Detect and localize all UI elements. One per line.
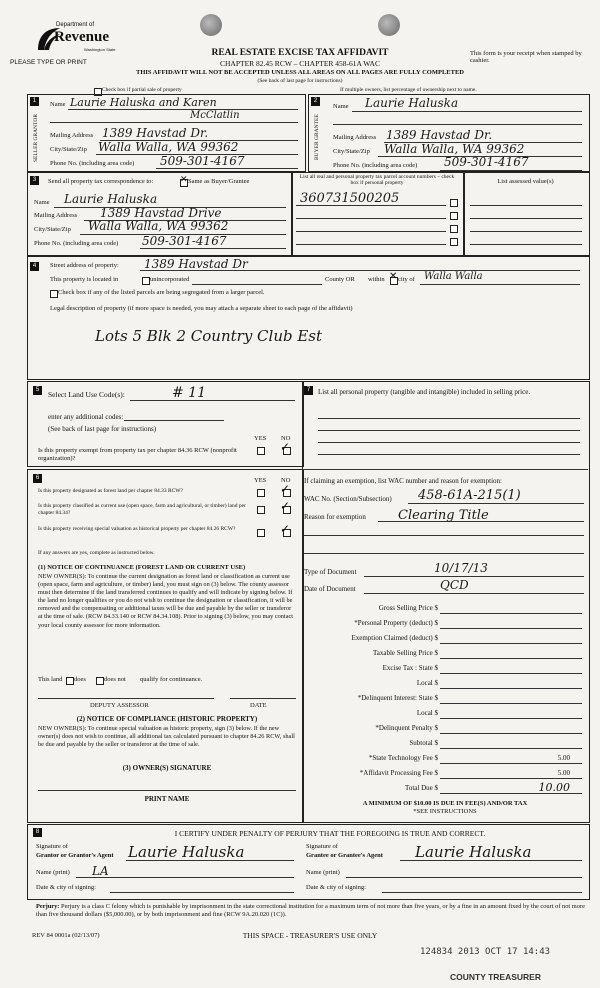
- amount-row: [302, 706, 588, 721]
- amount-value[interactable]: 10.00: [538, 781, 570, 794]
- buyer-city[interactable]: Walla Walla, WA 99362: [384, 142, 525, 156]
- section-1-number: 1: [30, 97, 39, 106]
- street-address[interactable]: 1389 Havstad Dr: [144, 257, 248, 271]
- seller-city-label: City/State/Zip: [50, 146, 87, 153]
- amount-row: [302, 766, 588, 781]
- grantee-signature[interactable]: Laurie Haluska: [415, 843, 532, 861]
- county-treasurer-label: COUNTY TREASURER: [450, 972, 541, 982]
- punch-hole-left: [200, 14, 222, 36]
- does-checkbox[interactable]: [66, 677, 74, 685]
- notice-continuance-title: (1) NOTICE OF CONTINUANCE (FOREST LAND OR CURRENT USE): [38, 564, 246, 571]
- grantee-date-city-label: Date & city of signing:: [306, 884, 366, 891]
- grantee-sig-label2: Grantee or Grantee's Agent: [306, 852, 383, 859]
- amount-label: *Personal Property (deduct) $: [354, 619, 438, 627]
- segregated-checkbox[interactable]: [50, 290, 58, 298]
- historic-no-check-mark: ✓: [280, 522, 291, 536]
- grantor-signature[interactable]: Laurie Haluska: [128, 843, 245, 861]
- seller-phone-label: Phone No. (including area code): [50, 160, 135, 167]
- treasurer-stamp: 124834 2013 OCT 17 14:43: [420, 947, 551, 957]
- amount-label: *Affidavit Processing Fee $: [359, 769, 438, 777]
- land-use-label: Select Land Use Code(s):: [48, 390, 125, 399]
- receipt-note: This form is your receipt when stamped by cashier.: [470, 50, 582, 64]
- amount-label: Exemption Claimed (deduct) $: [351, 634, 438, 642]
- amount-row: [302, 661, 588, 676]
- legal-label: Legal description of property (if more space is needed, you may attach a separate sheet to each page of the affidavit): [50, 305, 353, 312]
- dept-line1: Department of: [56, 22, 95, 28]
- doc-date-value[interactable]: QCD: [440, 578, 469, 592]
- seller-side-label: SELLER GRANTOR: [33, 113, 39, 162]
- does-not-checkbox[interactable]: [96, 677, 104, 685]
- form-see-back: (See back of last page for instructions): [257, 78, 343, 84]
- grantee-sig-label1: Signature of: [306, 843, 338, 850]
- exemption-reason[interactable]: Clearing Title: [398, 508, 489, 523]
- partial-sale-label: Check box if partial sale of property: [102, 87, 182, 93]
- amount-label: Local $: [416, 679, 438, 687]
- forest-no-check-mark: ✓: [280, 482, 291, 496]
- if-yes-note: If any answers are yes, complete as instructed below.: [38, 550, 155, 556]
- rev-number: REV 84 0001a (02/13/07): [32, 932, 100, 939]
- doc-date-label: Date of Document: [304, 585, 356, 593]
- corr-name[interactable]: Laurie Haluska: [64, 192, 158, 206]
- city-check-mark: ✕: [389, 271, 398, 282]
- corr-name-label: Name: [34, 199, 50, 206]
- dept-state: Washington State: [84, 47, 116, 52]
- section-7-number: 7: [304, 386, 313, 395]
- please-type: PLEASE TYPE OR PRINT: [10, 59, 87, 66]
- parcel-number[interactable]: 360731500205: [300, 191, 400, 206]
- wac-label: WAC No. (Section/Subsection): [304, 495, 392, 503]
- current-use-question: Is this property classified as current use (open space, farm and agricultural, or timber) land per chapter 84.34?: [38, 503, 246, 516]
- property-section: [27, 256, 590, 380]
- city-of-label: city of: [398, 276, 415, 283]
- notice-continuance-text: NEW OWNER(S): To continue the current designation as forest land or classification as current use (open space, farm and agriculture, or timber) land, you must sign on (3) below. The county assessor must then determine if the land transferred continues to qualify and will indicate by signing below. If the land no longer qualifies or you do not wish to continue the designation or classification, it will be removed and the compensating or additional taxes will be due and payable by the seller or transferor at the time of sale. (RCW 84.33.140 or RCW 84.34.108). Prior to signing (3) below, you may contact your local county assessor for more information.: [38, 573, 294, 629]
- buyer-name[interactable]: Laurie Haluska: [365, 96, 459, 110]
- seller-name2[interactable]: McClatlin: [190, 110, 240, 121]
- exempt-question: Is this property exempt from property tax per chapter 84.36 RCW (nonprofit organization)?: [38, 447, 237, 462]
- buyer-name-label: Name: [333, 103, 349, 110]
- perjury-label: Perjury:: [36, 903, 60, 910]
- this-land-label: This land: [38, 676, 63, 683]
- parcel-2-checkbox[interactable]: [450, 212, 458, 220]
- amount-label: Total Due $: [405, 784, 438, 792]
- grantee-print-label: Name (print): [306, 869, 340, 876]
- amount-row: [302, 631, 588, 646]
- amount-label: Local $: [416, 709, 438, 717]
- wac-number[interactable]: 458-61A-215(1): [418, 488, 521, 503]
- parcel-3-checkbox[interactable]: [450, 225, 458, 233]
- grantor-sig-label2: Grantor or Grantor's Agent: [36, 852, 114, 859]
- legal-description[interactable]: Lots 5 Blk 2 Country Club Est: [95, 327, 323, 345]
- amount-row: [302, 781, 588, 796]
- street-label: Street address of property:: [50, 262, 119, 269]
- amount-row: [302, 691, 588, 706]
- no-header-6: NO: [281, 477, 291, 484]
- corr-address-label: Mailing Address: [34, 212, 78, 219]
- historic-yes-checkbox[interactable]: [257, 529, 265, 537]
- grantor-print-label: Name (print): [36, 869, 70, 876]
- parcel-4-checkbox[interactable]: [450, 238, 458, 246]
- amount-value[interactable]: 5.00: [557, 754, 570, 762]
- qualify-label: qualify for continuance.: [140, 676, 203, 683]
- within-label: within: [368, 276, 385, 283]
- no-header-5: NO: [281, 435, 291, 442]
- amount-row: [302, 721, 588, 736]
- exemption-label: If claiming an exemption, list WAC number and reason for exemption:: [304, 477, 502, 485]
- amount-row: [302, 646, 588, 661]
- seller-city[interactable]: Walla Walla, WA 99362: [98, 140, 239, 154]
- buyer-address-label: Mailing Address: [333, 134, 377, 141]
- grantor-sig-label1: Signature of: [36, 843, 68, 850]
- amount-label: *State Technology Fee $: [368, 754, 438, 762]
- amount-row: [302, 676, 588, 691]
- buyer-phone-label: Phone No. (including area code): [333, 162, 418, 169]
- perjury-text: Perjury is a class C felony which is punishable by imprisonment in the state correctional institution for a maximum term of not more than five years, or by a fine in an amount fixed by the court of not more than five thousand dollars ($5,000.00), or by both imprisonment and fine (RCW 9A.20.020 (1C)).: [36, 903, 585, 918]
- perjury-statement: [36, 903, 586, 919]
- form-title: REAL ESTATE EXCISE TAX AFFIDAVIT: [211, 48, 389, 58]
- notice-compliance-title: (2) NOTICE OF COMPLIANCE (HISTORIC PROPERTY): [76, 715, 258, 723]
- located-label: This property is located in: [50, 276, 119, 283]
- buyer-phone[interactable]: 509-301-4167: [444, 155, 529, 169]
- segregated-label: Check box if any of the listed parcels are being segregated from a larger parcel.: [58, 289, 265, 296]
- seller-name-label: Name: [50, 101, 66, 108]
- deputy-assessor-label: DEPUTY ASSESSOR: [90, 702, 149, 709]
- same-as-buyer-label: Same as Buyer/Grantee: [188, 178, 250, 185]
- seller-phone[interactable]: 509-301-4167: [160, 154, 245, 168]
- section-3-number: 3: [30, 176, 39, 185]
- doc-type-label: Type of Document: [304, 568, 357, 576]
- buyer-address[interactable]: 1389 Havstad Dr.: [386, 128, 493, 142]
- grantor-print-name[interactable]: LA: [92, 864, 109, 878]
- certify-statement: I CERTIFY UNDER PENALTY OF PERJURY THAT THE FOREGOING IS TRUE AND CORRECT.: [174, 829, 486, 838]
- punch-hole-right: [378, 14, 400, 36]
- minimum-note: A MINIMUM OF $10.00 IS DUE IN FEE(S) AND/OR TAX: [362, 800, 528, 807]
- personal-property-label: List all personal property (tangible and intangible) included in selling price.: [318, 388, 531, 396]
- corr-city[interactable]: Walla Walla, WA 99362: [88, 219, 229, 233]
- current-use-no-check-mark: ✓: [280, 499, 291, 513]
- form-warning: THIS AFFIDAVIT WILL NOT BE ACCEPTED UNLESS ALL AREAS ON ALL PAGES ARE FULLY COMPLETED: [136, 69, 464, 76]
- land-use-code[interactable]: # 11: [172, 385, 206, 401]
- land-use-see-back: (See back of last page for instructions): [48, 425, 157, 433]
- unincorporated-checkbox[interactable]: [142, 277, 150, 285]
- print-name-label: PRINT NAME: [144, 795, 190, 803]
- seller-address[interactable]: 1389 Havstad Dr.: [102, 126, 209, 140]
- parcel-header: List all real and personal property tax parcel account numbers – check box if personal property: [299, 174, 455, 186]
- additional-codes-label: enter any additional codes:: [48, 413, 124, 421]
- section-5-number: 5: [33, 386, 42, 395]
- amount-row: [302, 616, 588, 631]
- forest-question: Is this property designated as forest land per chapter 84.33 RCW?: [38, 488, 183, 494]
- city-value[interactable]: Walla Walla: [424, 271, 483, 282]
- exempt-yes-checkbox[interactable]: [257, 447, 265, 455]
- owner-signature-title: (3) OWNER(S) SIGNATURE: [122, 764, 212, 772]
- reason-label: Reason for exemption: [304, 513, 366, 521]
- same-as-buyer-check-mark: ✕: [180, 174, 188, 184]
- amount-label: *Delinquent Penalty $: [375, 724, 438, 732]
- parcel-1-checkbox[interactable]: [450, 199, 458, 207]
- doc-type-value[interactable]: 10/17/13: [434, 561, 488, 575]
- treasurer-space-label: THIS SPACE - TREASURER'S USE ONLY: [242, 931, 378, 940]
- form-chapter: CHAPTER 82.45 RCW – CHAPTER 458-61A WAC: [220, 59, 380, 68]
- unincorporated-label: unincorporated: [150, 276, 190, 283]
- amount-value[interactable]: 5.00: [557, 769, 570, 777]
- amount-label: Subtotal $: [409, 739, 438, 747]
- amount-label: *Delinquent Interest: State $: [357, 694, 438, 702]
- send-correspondence-label: Send all property tax correspondence to:: [48, 178, 154, 185]
- seller-address-label: Mailing Address: [50, 132, 94, 139]
- section-4-number: 4: [30, 262, 39, 271]
- revenue-logo: [34, 22, 124, 58]
- dept-name: Revenue: [54, 29, 109, 45]
- amount-label: Gross Selling Price $: [378, 604, 438, 612]
- amount-row: [302, 736, 588, 751]
- forest-yes-checkbox[interactable]: [257, 489, 265, 497]
- historic-question: Is this property receiving special valuation as historical property per chapter 84.26 RCW?: [38, 526, 236, 532]
- corr-city-label: City/State/Zip: [34, 226, 71, 233]
- amount-label: Taxable Selling Price $: [372, 649, 438, 657]
- yes-header-6: YES: [254, 477, 267, 484]
- amount-row: [302, 601, 588, 616]
- exempt-no-check-mark: ✓: [280, 440, 291, 454]
- seller-name[interactable]: Laurie Haluska and Karen: [70, 96, 217, 109]
- current-use-yes-checkbox[interactable]: [257, 506, 265, 514]
- amount-label: Excise Tax : State $: [382, 664, 438, 672]
- amount-row: [302, 751, 588, 766]
- section-8-number: 8: [33, 828, 42, 837]
- county-or-label: County OR: [325, 276, 355, 283]
- grantor-date-city-label: Date & city of signing:: [36, 884, 96, 891]
- does-not-label: does not: [104, 676, 126, 683]
- buyer-city-label: City/State/Zip: [333, 148, 370, 155]
- buyer-side-label: BUYER GRANTEE: [314, 114, 320, 161]
- corr-address[interactable]: 1389 Havstad Drive: [100, 206, 222, 220]
- assessed-header: List assessed value(s): [497, 178, 554, 185]
- multiple-owners-label: If multiple owners, list percentage of ownership next to name.: [340, 87, 477, 93]
- see-instructions-note: *SEE INSTRUCTIONS: [413, 808, 477, 815]
- corr-phone[interactable]: 509-301-4167: [142, 234, 227, 248]
- section-6-number: 6: [33, 474, 42, 483]
- does-label: does: [74, 676, 86, 683]
- section-2-number: 2: [311, 97, 320, 106]
- yes-header-5: YES: [254, 435, 267, 442]
- notice-compliance-text: NEW OWNER(S): To continue special valuation as historic property, sign (3) below. If the new owner(s) does not wish to continue, all additional tax calculated pursuant to chapter 84.26 RCW, shall be due and payable by the seller or transferor at the time of sale.: [38, 725, 295, 748]
- corr-phone-label: Phone No. (including area code): [34, 240, 119, 247]
- deputy-date-label: DATE: [250, 702, 267, 709]
